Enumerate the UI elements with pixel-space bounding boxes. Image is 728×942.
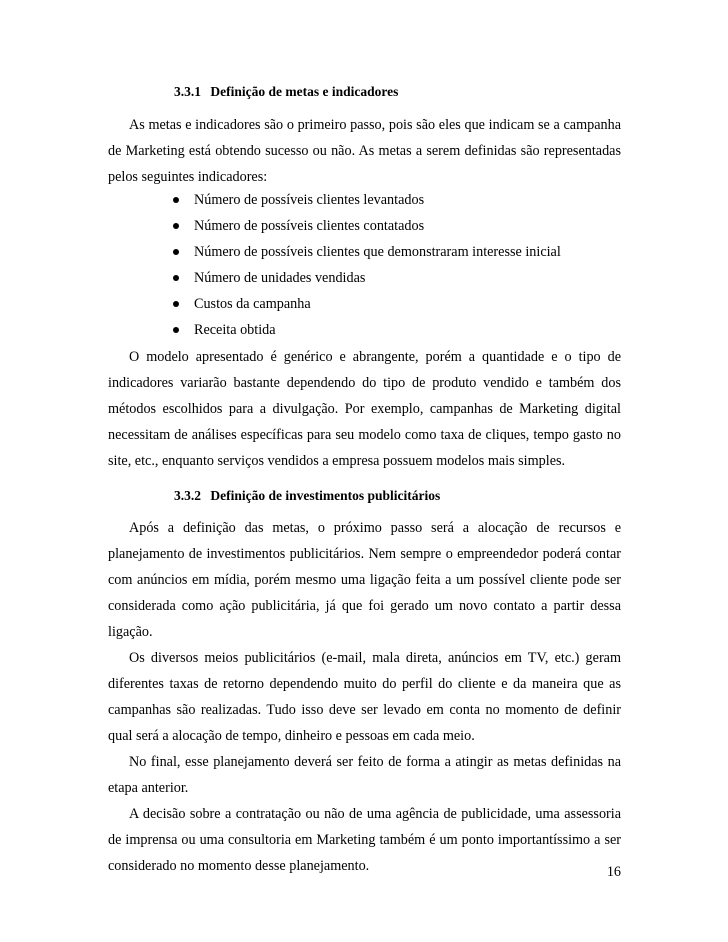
section-number: 3.3.1 <box>174 84 201 99</box>
section-heading-3-3-1 <box>174 84 398 100</box>
page-number: 16 <box>606 864 621 880</box>
list-item-text: Número de possíveis clientes levantados <box>194 192 425 208</box>
paragraph-agencia: A decisão sobre a contratação ou não de uma agência de publicidade, uma assessoria de imprensa ou uma consultoria em Marketing também é um ponto importantíssimo a ser considerado no momento desse planejamento. <box>108 806 621 874</box>
paragraph-final: No final, esse planejamento deverá ser feito de forma a atingir as metas definidas na etapa anterior. <box>108 754 621 796</box>
list-item <box>168 239 561 265</box>
paragraph-meios: Os diversos meios publicitários (e-mail, mala direta, anúncios em TV, etc.) geram diferentes taxas de retorno dependendo muito do perfil do cliente e da maneira que as campanhas são realizadas. Tudo isso deve ser levado em conta no momento de definir qual será a alocação de tempo, dinheiro e pessoas em cada meio. <box>108 650 621 744</box>
indicators-list <box>168 187 561 343</box>
bullet-icon <box>173 197 179 203</box>
list-item <box>168 291 561 317</box>
list-item <box>168 265 561 291</box>
bullet-icon <box>173 275 179 281</box>
bullet-icon <box>173 301 179 307</box>
paragraph-modelo: O modelo apresentado é genérico e abrangente, porém a quantidade e o tipo de indicadores variarão bastante dependendo do tipo de produto vendido e também dos métodos escolhidos para a divulgação. Por exemplo, campanhas de Marketing digital necessitam de análises específicas para seu modelo como taxa de cliques, tempo gasto no site, etc., enquanto serviços vendidos a empresa possuem modelos mais simples. <box>108 349 621 469</box>
paragraph-metas-intro: As metas e indicadores são o primeiro passo, pois são eles que indicam se a campanha de Marketing está obtendo sucesso ou não. As metas a serem definidas são representadas pelos seguintes indicadores: <box>108 117 621 185</box>
section-heading-3-3-2 <box>174 488 440 504</box>
bullet-icon <box>173 223 179 229</box>
bullet-icon <box>173 249 179 255</box>
list-item-text: Custos da campanha <box>194 296 311 312</box>
list-item-text: Número de possíveis clientes contatados <box>194 218 425 234</box>
list-item-text: Número de possíveis clientes que demonstraram interesse inicial <box>194 244 561 260</box>
list-item-text: Receita obtida <box>194 322 276 338</box>
section-number: 3.3.2 <box>174 488 201 503</box>
list-item <box>168 213 561 239</box>
section-title: Definição de investimentos publicitários <box>210 488 441 503</box>
list-item <box>168 187 561 213</box>
bullet-icon <box>173 327 179 333</box>
list-item-text: Número de unidades vendidas <box>194 270 366 286</box>
list-item <box>168 317 561 343</box>
section-title: Definição de metas e indicadores <box>210 84 399 99</box>
paragraph-investimentos: Após a definição das metas, o próximo passo será a alocação de recursos e planejamento de investimentos publicitários. Nem sempre o empreendedor poderá contar com anúncios em mídia, porém mesmo uma ligação feita a um possível cliente pode ser considerada como ação publicitária, já que foi gerado um novo contato a partir dessa ligação. <box>108 520 621 640</box>
